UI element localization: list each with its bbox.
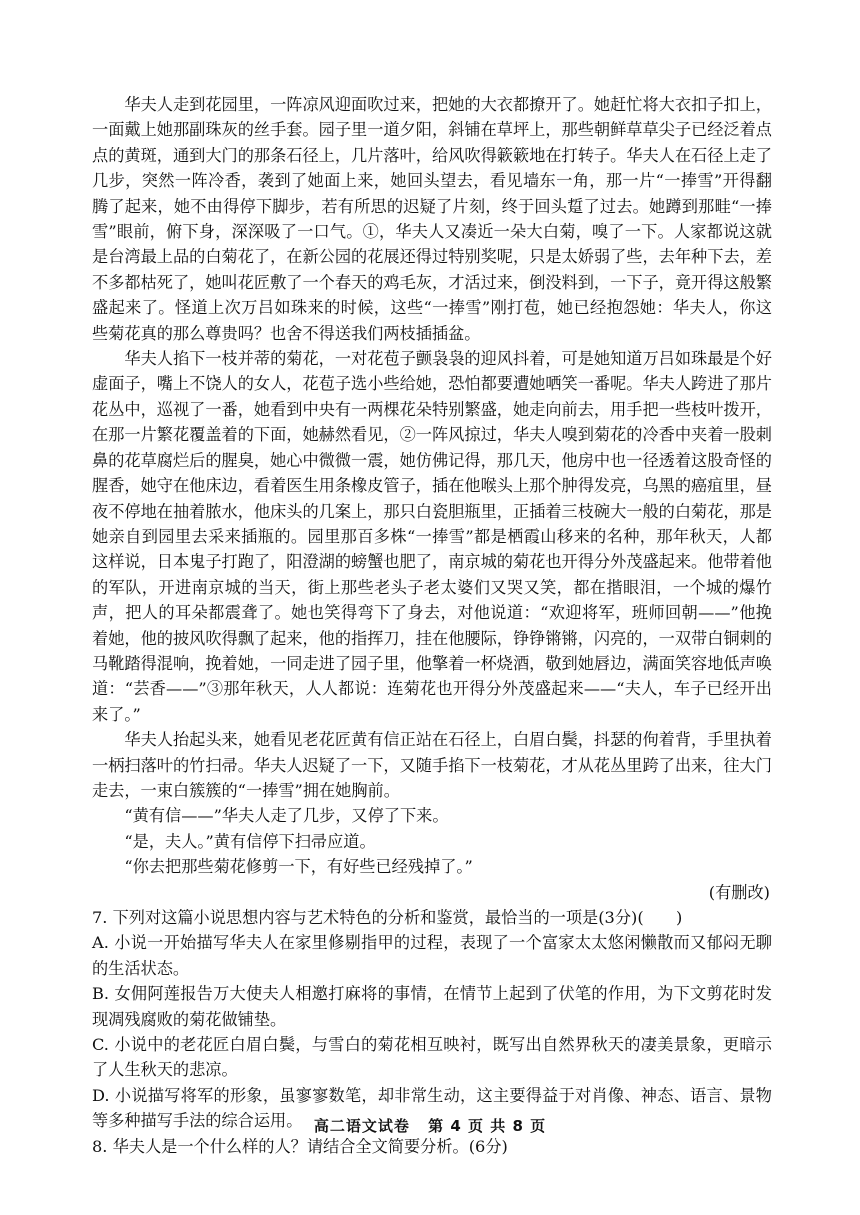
question-7-option-a: A. 小说一开始描写华夫人在家里修剔指甲的过程，表现了一个富家太太悠闲懒散而又郁闷无聊的生活状态。	[92, 933, 772, 978]
question-8	[92, 1134, 772, 1159]
story-paragraph-2: 华夫人掐下一枝并蒂的菊花，一对花苞子颤袅袅的迎风抖着，可是她知道万吕如珠最是个好虚面子，嘴上不饶人的女人，花苞子选小些给她，恐怕都要遭她哂笑一番呢。华夫人跨进了那片花丛中，巡视了一番，她看到中央有一两棵花朵特别繁盛，她走向前去，用手把一些枝叶拨开，在那一片繁花覆盖着的下面，她赫然看见，②一阵风掠过，华夫人嗅到菊花的冷香中夹着一股刺鼻的花草腐烂后的腥臭，她心中微微一震，她仿佛记得，那几天，他房中也一径透着这股奇怪的腥香，她守在他床边，看着医生用条橡皮管子，插在他喉头上那个肿得发亮，乌黑的癌疽里，昼夜不停地在抽着脓水，他床头的几案上，那只白瓷胆瓶里，正插着三枝碗大一般的白菊花，那是她亲自到园里去采来插瓶的。园里那百多株“一捧雪”都是栖霞山移来的名种，那年秋天，人都这样说，日本鬼子打跑了，阳澄湖的螃蟹也肥了，南京城的菊花也开得分外茂盛起来。他带着他的军队，开进南京城的当天，街上那些老头子老太婆们又哭又笑，都在揩眼泪，一个城的爆竹声，把人的耳朵都震聋了。她也笑得弯下了身去，对他说道：“欢迎将军，班师回朝——”他挽着她，他的披风吹得飘了起来，他的指挥刀，挂在他腰际，铮铮锵锵，闪亮的，一双带白铜刺的马靴踏得混响，挽着她，一同走进了园子里，他擎着一杯烧酒，敬到她唇边，满面笑容地低声唤道：“芸香——”③那年秋天，人人都说：连菊花也开得分外茂盛起来——“夫人，车子已经开出来了。”	[92, 349, 772, 724]
question-7	[92, 905, 772, 1134]
dialogue-line-1: “黄有信——”华夫人走了几步，又停了下来。	[124, 806, 449, 826]
story-paragraph-3: 华夫人抬起头来，她看见老花匠黄有信正站在石径上，白眉白鬓，抖瑟的佝着背，手里执着一柄扫落叶的竹扫帚。华夫人迟疑了一下，又随手掐下一枝菊花，才从花丛里跨了出来，往大门走去，一束白簇簇的“一捧雪”拥在她胸前。	[92, 730, 772, 800]
story-text	[92, 92, 772, 905]
question-7-option-c: C. 小说中的老花匠白眉白鬓，与雪白的菊花相互映衬，既写出自然界秋天的凄美景象，更暗示了人生秋天的悲凉。	[92, 1035, 772, 1080]
page-footer	[0, 1115, 860, 1136]
page-number: 第 4 页 共 8 页	[428, 1117, 547, 1135]
exam-title: 高二语文试卷	[313, 1117, 410, 1135]
story-paragraph-1: 华夫人走到花园里，一阵凉风迎面吹过来，把她的大衣都撩开了。她赶忙将大衣扣子扣上，一面戴上她那副珠灰的丝手套。园子里一道夕阳，斜铺在草坪上，那些朝鲜草草尖子已经泛着点点的黄斑，通到大门的那条石径上，几片落叶，给风吹得簌簌地在打转子。华夫人在石径上走了几步，突然一阵冷香，袭到了她面上来，她回头望去，看见墙东一角，那一片“一捧雪”开得翻腾了起来，她不由得停下脚步，若有所思的迟疑了片刻，终于回头踅了过去。她蹲到那畦“一捧雪”眼前，俯下身，深深吸了一口气。①，华夫人又凑近一朵大白菊，嗅了一下。人家都说这就是台湾最上品的白菊花了，在新公园的花展还得过特别奖呢，只是太娇弱了些，去年种下去，差不多都枯死了，她叫花匠敷了一个春天的鸡毛灰，才活过来，倒没料到，一下子，竟开得这般繁盛起来了。怪道上次万吕如珠来的时候，这些“一捧雪”刚打苞，她已经抱怨她：华夫人，你这些菊花真的那么尊贵吗？也舍不得送我们两枝插插盆。	[92, 95, 772, 343]
question-7-option-d: D. 小说描写将军的形象，虽寥寥数笔，却非常生动，这主要得益于对肖像、神态、语言、景物等多种描写手法的综合运用。	[92, 1085, 772, 1131]
question-7-option-b: B. 女佣阿莲报告万大使夫人相邀打麻将的事情，在情节上起到了伏笔的作用，为下文剪花时发现凋残腐败的菊花做铺垫。	[92, 984, 772, 1029]
dialogue-line-3: “你去把那些菊花修剪一下，有好些已经残掉了。”	[124, 857, 473, 877]
source-note: (有删改)	[708, 882, 770, 902]
exam-page-content	[92, 92, 772, 1159]
question-7-stem: 7. 下列对这篇小说思想内容与艺术特色的分析和鉴赏，最恰当的一项是(3分)( )	[92, 908, 683, 927]
dialogue-line-2: “是，夫人。”黄有信停下扫帚应道。	[124, 831, 376, 851]
question-8-stem: 8. 华夫人是一个什么样的人？请结合全文简要分析。(6分)	[92, 1136, 508, 1156]
